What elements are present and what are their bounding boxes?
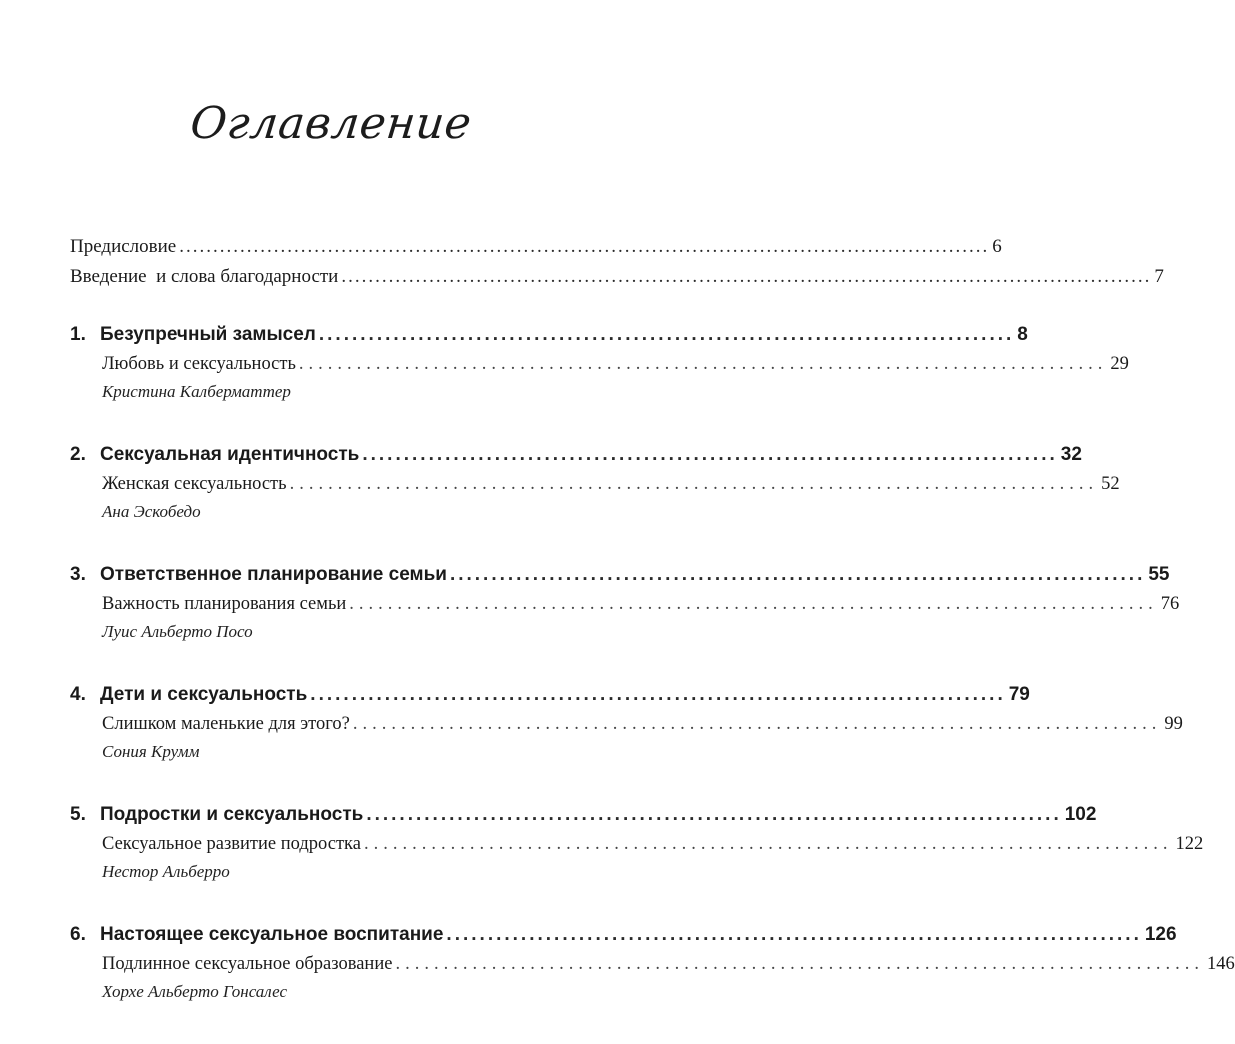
- subsection-title: Любовь и сексуальность: [102, 354, 296, 374]
- chapter-heading[interactable]: [70, 684, 1030, 714]
- chapter-title: Дети и сексуальность: [100, 684, 308, 705]
- subsection-page: 99: [1164, 714, 1183, 734]
- chapter-3: [70, 564, 1180, 650]
- dot-leader: ....................................................................................: [310, 684, 1006, 705]
- chapter-page: 126: [1144, 924, 1177, 945]
- toc-entry-preface[interactable]: [70, 236, 1002, 266]
- chapter-title-group: [70, 804, 363, 826]
- chapter-title: Ответственное планирование семьи: [100, 564, 447, 585]
- front-matter: [70, 236, 1164, 296]
- chapter-title: Настоящее сексуальное воспитание: [100, 924, 444, 945]
- entry-title: Введение и слова благодарности: [70, 266, 339, 287]
- chapter-page: 32: [1060, 444, 1082, 465]
- entry-page: 7: [1154, 266, 1164, 287]
- dot-leader: ....................................................................................: [449, 564, 1146, 585]
- dot-leader: ....................................................................................: [362, 444, 1058, 465]
- chapter-author: Хорхе Альберто Гонсалес: [102, 982, 288, 1001]
- chapter-heading[interactable]: [70, 324, 1028, 354]
- dot-leader: ....................................................................................: [366, 804, 1062, 825]
- chapter-author: Ана Эскобедо: [102, 502, 201, 521]
- toc-entry-introduction[interactable]: [70, 266, 1164, 296]
- chapter-page: 79: [1008, 684, 1030, 705]
- chapter-number: 3.: [70, 564, 86, 585]
- chapter-title-group: [70, 924, 443, 946]
- chapter-author: Луис Альберто Посо: [102, 622, 253, 641]
- chapter-number: 5.: [70, 804, 86, 825]
- chapter-heading[interactable]: [70, 924, 1177, 954]
- chapter-author: Нестор Альберро: [102, 862, 230, 881]
- subsection-title: Женская сексуальность: [102, 474, 287, 494]
- chapter-title: Подростки и сексуальность: [100, 804, 364, 825]
- subsection-page: 52: [1101, 474, 1120, 494]
- subsection-page: 146: [1206, 954, 1235, 974]
- subsection-entry[interactable]: [70, 594, 1180, 622]
- chapter-6: [70, 924, 1235, 1010]
- dot-leader: ....................................................................................: [318, 324, 1015, 345]
- chapter-title-group: [70, 564, 447, 586]
- chapter-page: 8: [1017, 324, 1028, 345]
- dot-leader: ....................................................................................: [298, 354, 1108, 374]
- dot-leader: ........................................................................................................................: [341, 266, 1152, 287]
- dot-leader: ....................................................................................: [289, 474, 1099, 494]
- chapter-number: 2.: [70, 444, 86, 465]
- dot-leader: ....................................................................................: [395, 954, 1204, 974]
- chapter-number: 1.: [70, 324, 86, 345]
- chapter-heading[interactable]: [70, 444, 1082, 474]
- page-title: Оглавление: [188, 98, 474, 149]
- dot-leader: ....................................................................................: [446, 924, 1142, 945]
- chapter-1: [70, 324, 1129, 410]
- chapter-page: 102: [1064, 804, 1097, 825]
- chapter-title: Сексуальная идентичность: [100, 444, 360, 465]
- dot-leader: ....................................................................................: [349, 594, 1158, 614]
- chapter-number: 6.: [70, 924, 86, 945]
- subsection-title: Слишком маленькие для этого?: [102, 714, 350, 734]
- subsection-entry[interactable]: [70, 834, 1204, 862]
- subsection-entry[interactable]: [70, 954, 1235, 982]
- chapter-title-group: [70, 684, 307, 706]
- dot-leader: ........................................................................................................................: [179, 236, 990, 257]
- dot-leader: ....................................................................................: [352, 714, 1162, 734]
- subsection-page: 76: [1160, 594, 1180, 614]
- chapter-page: 55: [1148, 564, 1170, 585]
- subsection-entry[interactable]: [70, 474, 1120, 502]
- table-of-contents: [70, 236, 1235, 1044]
- chapter-4: [70, 684, 1183, 770]
- chapter-5: [70, 804, 1204, 890]
- subsection-page: 29: [1110, 354, 1129, 374]
- chapter-title-group: [70, 324, 316, 346]
- entry-title: Предисловие: [70, 236, 177, 257]
- subsection-title: Важность планирования семьи: [102, 594, 347, 614]
- chapter-heading[interactable]: [70, 564, 1170, 594]
- chapter-author: Кристина Калберматтер: [102, 382, 291, 401]
- chapter-heading[interactable]: [70, 804, 1097, 834]
- subsection-page: 122: [1175, 834, 1204, 854]
- entry-page: 6: [992, 236, 1002, 257]
- chapter-2: [70, 444, 1120, 530]
- subsection-title: Сексуальное развитие подростка: [102, 834, 361, 854]
- subsection-entry[interactable]: [70, 354, 1129, 382]
- subsection-entry[interactable]: [70, 714, 1183, 742]
- chapter-title-group: [70, 444, 359, 466]
- chapter-number: 4.: [70, 684, 86, 705]
- dot-leader: ....................................................................................: [363, 834, 1173, 854]
- chapter-author: Сония Крумм: [102, 742, 200, 761]
- chapter-title: Безупречный замысел: [100, 324, 316, 345]
- subsection-title: Подлинное сексуальное образование: [102, 954, 393, 974]
